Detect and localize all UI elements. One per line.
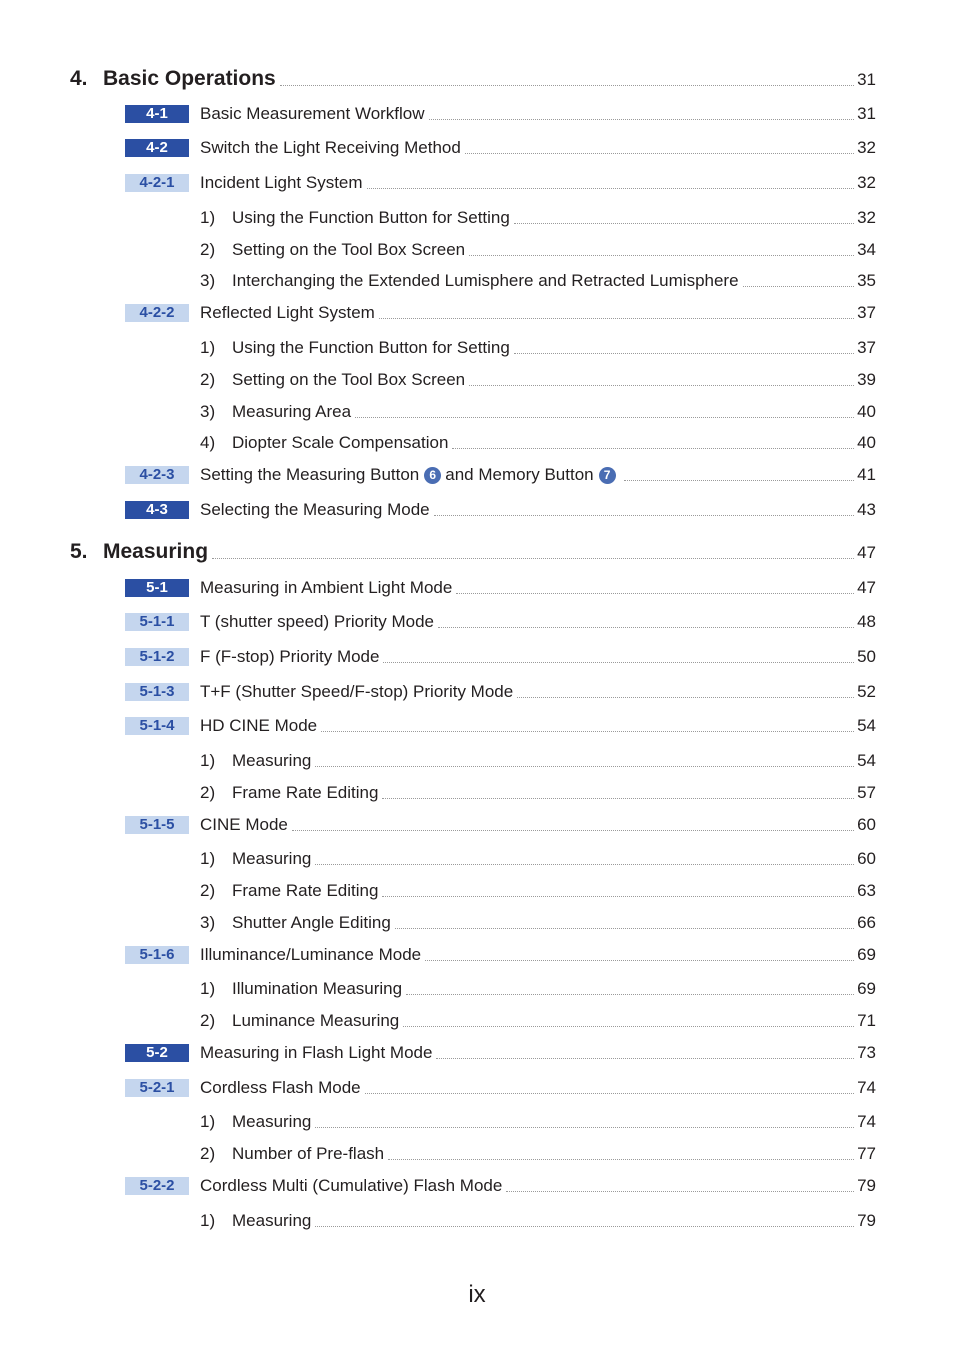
- toc-subentry[interactable]: [0, 1144, 954, 1170]
- entry-page-number: 40: [857, 402, 876, 421]
- section-badge: 4-2-1: [125, 174, 189, 192]
- entry-page-number: 32: [857, 173, 876, 192]
- entry-title: T (shutter speed) Priority Mode: [200, 612, 434, 631]
- item-number: 2): [200, 881, 216, 900]
- entry-page-number: 60: [857, 849, 876, 868]
- dot-leader: [452, 448, 854, 449]
- entry-page-number: 32: [857, 138, 876, 157]
- item-number: 2): [200, 1144, 216, 1163]
- item-number: 2): [200, 783, 216, 802]
- entry-page-number: 34: [857, 240, 876, 259]
- section-badge: 4-1: [125, 105, 189, 123]
- entry-page-number: 77: [857, 1144, 876, 1163]
- entry-page-number: 54: [857, 751, 876, 770]
- entry-page-number: 43: [857, 500, 876, 519]
- entry-title: Luminance Measuring: [232, 1011, 400, 1030]
- section-badge: 5-2-1: [125, 1079, 189, 1097]
- entry-page-number: 71: [857, 1011, 876, 1030]
- entry-page-number: 63: [857, 881, 876, 900]
- chapter-title: Measuring: [103, 540, 209, 563]
- dot-leader: [395, 928, 854, 929]
- entry-page-number: 47: [857, 578, 876, 597]
- entry-title: Illumination Measuring: [232, 979, 403, 998]
- item-number: 1): [200, 1211, 216, 1230]
- number-7-circle-icon: 7: [599, 467, 616, 484]
- entry-title: HD CINE Mode: [200, 716, 318, 735]
- entry-title: Measuring in Ambient Light Mode: [200, 578, 453, 597]
- section-badge: 5-1-3: [125, 683, 189, 701]
- toc-entry[interactable]: [0, 945, 954, 971]
- entry-title: CINE Mode: [200, 815, 288, 834]
- entry-page-number: 69: [857, 979, 876, 998]
- item-number: 3): [200, 913, 216, 932]
- item-number: 1): [200, 338, 216, 357]
- dot-leader: [315, 1226, 854, 1227]
- dot-leader: [434, 515, 854, 516]
- entry-page-number: 35: [857, 271, 876, 290]
- entry-page-number: 50: [857, 647, 876, 666]
- section-badge: 5-1-2: [125, 648, 189, 666]
- toc-entry[interactable]: [0, 815, 954, 841]
- section-badge: 4-3: [125, 501, 189, 519]
- entry-page-number: 79: [857, 1211, 876, 1230]
- section-badge: 5-2-2: [125, 1177, 189, 1195]
- dot-leader: [382, 896, 854, 897]
- section-badge: 5-1-1: [125, 613, 189, 631]
- section-badge: 5-1-5: [125, 816, 189, 834]
- entry-title: Basic Measurement Workflow: [200, 104, 425, 123]
- entry-title-text: and Memory Button: [445, 465, 594, 484]
- dot-leader: [388, 1159, 854, 1160]
- section-badge: 5-2: [125, 1044, 189, 1062]
- entry-title: Reflected Light System: [200, 303, 375, 322]
- item-number: 4): [200, 433, 216, 452]
- chapter-heading[interactable]: [0, 67, 954, 96]
- entry-page-number: 37: [857, 303, 876, 322]
- entry-page-number: 48: [857, 612, 876, 631]
- chapter-heading[interactable]: [0, 540, 954, 569]
- section-badge: 4-2-3: [125, 466, 189, 484]
- entry-title: Illuminance/Luminance Mode: [200, 945, 422, 964]
- dot-leader: [438, 627, 854, 628]
- item-number: 3): [200, 402, 216, 421]
- entry-page-number: 74: [857, 1112, 876, 1131]
- toc-entry[interactable]: [0, 173, 954, 199]
- entry-page-number: 60: [857, 815, 876, 834]
- toc-subentry[interactable]: [0, 208, 954, 234]
- chapter-number: 5.: [70, 540, 88, 563]
- entry-title: Frame Rate Editing: [232, 881, 379, 900]
- toc-entry[interactable]: [0, 138, 954, 164]
- toc-subentry[interactable]: [0, 913, 954, 939]
- dot-leader: [280, 85, 854, 86]
- toc-entry[interactable]: [0, 578, 954, 604]
- section-badge: 4-2: [125, 139, 189, 157]
- item-number: 2): [200, 370, 216, 389]
- toc-entry[interactable]: [0, 682, 954, 708]
- page-number: ix: [468, 1281, 486, 1308]
- toc-subentry[interactable]: [0, 402, 954, 428]
- dot-leader: [379, 318, 854, 319]
- dot-leader: [355, 417, 854, 418]
- dot-leader: [315, 864, 854, 865]
- entry-title: Measuring: [232, 1211, 312, 1230]
- dot-leader: [469, 255, 854, 256]
- number-6-circle-icon: 6: [424, 467, 441, 484]
- entry-title: Frame Rate Editing: [232, 783, 379, 802]
- item-number: 1): [200, 208, 216, 227]
- toc-entry[interactable]: [0, 303, 954, 329]
- entry-page-number: 32: [857, 208, 876, 227]
- section-badge: 5-1-6: [125, 946, 189, 964]
- entry-page-number: 69: [857, 945, 876, 964]
- item-number: 1): [200, 979, 216, 998]
- item-number: 1): [200, 1112, 216, 1131]
- entry-title: T+F (Shutter Speed/F-stop) Priority Mode: [200, 682, 514, 701]
- dot-leader: [469, 385, 854, 386]
- toc-entry[interactable]: [0, 1078, 954, 1104]
- dot-leader: [315, 1127, 854, 1128]
- entry-page-number: 52: [857, 682, 876, 701]
- toc-entry[interactable]: [0, 500, 954, 526]
- entry-page-number: 74: [857, 1078, 876, 1097]
- entry-title: Shutter Angle Editing: [232, 913, 391, 932]
- entry-title: Diopter Scale Compensation: [232, 433, 449, 452]
- dot-leader: [436, 1058, 854, 1059]
- dot-leader: [425, 960, 854, 961]
- dot-leader: [382, 798, 854, 799]
- chapter-page-number: 47: [857, 543, 876, 562]
- toc-subentry[interactable]: [0, 1112, 954, 1138]
- entry-title: Cordless Flash Mode: [200, 1078, 361, 1097]
- entry-title: Measuring: [232, 751, 312, 770]
- toc-entry[interactable]: [0, 465, 954, 491]
- entry-title: Setting on the Tool Box Screen: [232, 240, 466, 259]
- toc-entry[interactable]: [0, 1043, 954, 1069]
- toc-subentry[interactable]: [0, 271, 954, 297]
- chapter-page-number: 31: [857, 70, 876, 89]
- dot-leader: [456, 593, 854, 594]
- entry-page-number: 40: [857, 433, 876, 452]
- entry-title: Measuring in Flash Light Mode: [200, 1043, 433, 1062]
- dot-leader: [403, 1026, 854, 1027]
- dot-leader: [367, 188, 854, 189]
- toc-subentry[interactable]: [0, 338, 954, 364]
- entry-title: Cordless Multi (Cumulative) Flash Mode: [200, 1176, 503, 1195]
- entry-title: Setting on the Tool Box Screen: [232, 370, 466, 389]
- item-number: 2): [200, 240, 216, 259]
- item-number: 1): [200, 751, 216, 770]
- dot-leader: [624, 480, 854, 481]
- section-badge: 5-1-4: [125, 717, 189, 735]
- entry-title: Using the Function Button for Setting: [232, 338, 510, 357]
- toc-subentry[interactable]: [0, 240, 954, 266]
- dot-leader: [365, 1093, 854, 1094]
- item-number: 2): [200, 1011, 216, 1030]
- dot-leader: [292, 830, 854, 831]
- dot-leader: [321, 731, 854, 732]
- dot-leader: [406, 994, 854, 995]
- entry-title: Switch the Light Receiving Method: [200, 138, 461, 157]
- dot-leader: [517, 697, 854, 698]
- toc-subentry[interactable]: [0, 433, 954, 459]
- entry-page-number: 73: [857, 1043, 876, 1062]
- entry-title-text: Setting the Measuring Button: [200, 465, 420, 484]
- toc-entry[interactable]: [0, 104, 954, 130]
- dot-leader: [465, 153, 854, 154]
- entry-title: Selecting the Measuring Mode: [200, 500, 430, 519]
- toc-subentry[interactable]: [0, 370, 954, 396]
- entry-title: Number of Pre-flash: [232, 1144, 385, 1163]
- entry-title: Measuring Area: [232, 402, 352, 421]
- entry-page-number: 31: [857, 104, 876, 123]
- entry-page-number: 39: [857, 370, 876, 389]
- section-badge: 5-1: [125, 579, 189, 597]
- entry-page-number: 41: [857, 465, 876, 484]
- entry-title: [200, 465, 622, 485]
- chapter-title: Basic Operations: [103, 67, 276, 90]
- toc-subentry[interactable]: [0, 783, 954, 809]
- toc-subentry[interactable]: [0, 849, 954, 875]
- dot-leader: [514, 223, 854, 224]
- entry-title: Incident Light System: [200, 173, 363, 192]
- dot-leader: [212, 558, 854, 559]
- entry-title: Measuring: [232, 849, 312, 868]
- dot-leader: [383, 662, 854, 663]
- dot-leader: [429, 119, 854, 120]
- entry-page-number: 66: [857, 913, 876, 932]
- entry-page-number: 54: [857, 716, 876, 735]
- chapter-number: 4.: [70, 67, 88, 90]
- entry-title: Measuring: [232, 1112, 312, 1131]
- entry-title: F (F-stop) Priority Mode: [200, 647, 380, 666]
- toc-entry[interactable]: [0, 647, 954, 673]
- entry-title: Using the Function Button for Setting: [232, 208, 510, 227]
- entry-page-number: 37: [857, 338, 876, 357]
- entry-title: Interchanging the Extended Lumisphere and Retracted Lumisphere: [232, 271, 739, 290]
- item-number: 1): [200, 849, 216, 868]
- toc-subentry[interactable]: [0, 1211, 954, 1237]
- dot-leader: [315, 766, 854, 767]
- entry-page-number: 57: [857, 783, 876, 802]
- toc-subentry[interactable]: [0, 751, 954, 777]
- item-number: 3): [200, 271, 216, 290]
- toc-subentry[interactable]: [0, 979, 954, 1005]
- dot-leader: [506, 1191, 854, 1192]
- toc-subentry[interactable]: [0, 1011, 954, 1037]
- toc-entry[interactable]: [0, 716, 954, 742]
- section-badge: 4-2-2: [125, 304, 189, 322]
- toc-subentry[interactable]: [0, 881, 954, 907]
- dot-leader: [514, 353, 854, 354]
- toc-entry[interactable]: [0, 612, 954, 638]
- toc-entry[interactable]: [0, 1176, 954, 1202]
- dot-leader: [743, 286, 854, 287]
- entry-page-number: 79: [857, 1176, 876, 1195]
